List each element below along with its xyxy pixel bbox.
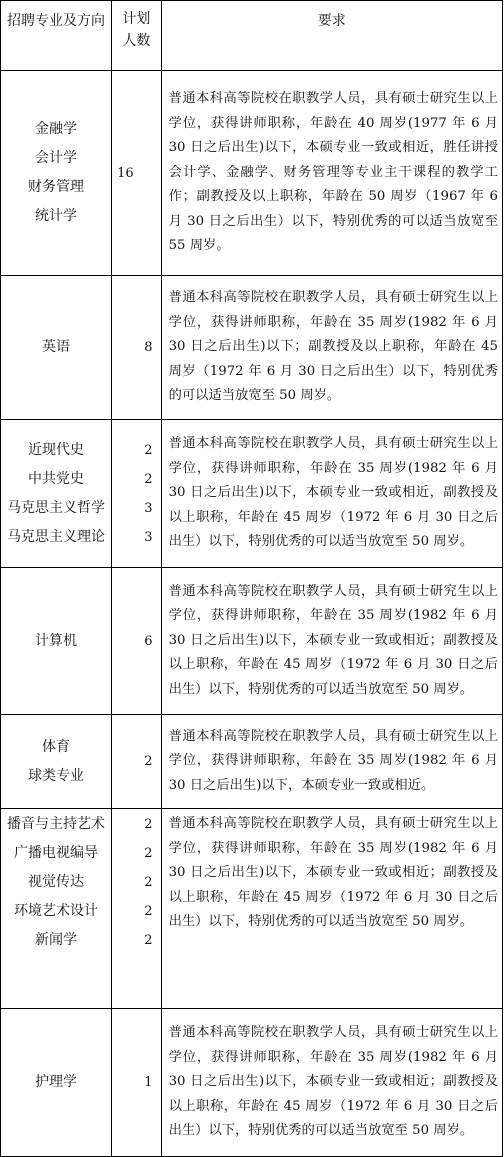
major-name: 计算机: [35, 632, 78, 649]
planned-count: 3: [144, 500, 153, 516]
table-row: [1, 715, 503, 809]
planned-count: 6: [144, 633, 153, 649]
table-row: [1, 568, 503, 715]
major-name: 近现代史: [28, 441, 85, 458]
major-name: 统计学: [35, 208, 78, 224]
planned-count: 2: [144, 933, 153, 948]
planned-count: 2: [144, 817, 153, 832]
count-cell: [112, 568, 161, 715]
planned-count: 2: [144, 875, 153, 890]
major-name: 马克思主义理论: [7, 528, 106, 545]
table-header-row: [1, 1, 503, 71]
header-count-line2: 人数: [122, 33, 151, 49]
planned-count: 2: [144, 754, 153, 769]
header-requirement: 要求: [161, 1, 502, 71]
major-name: 金融学: [35, 121, 78, 137]
major-cell: [1, 715, 112, 809]
major-cell: [1, 420, 112, 568]
count-cell: [112, 276, 161, 420]
requirement-cell: 普通本科高等院校在职教学人员，具有硕士研究生以上学位，获得讲师职称，年龄在 35 周岁(1982 年 6 月 30 日之后出生)以下；副教授及以上职称，年龄在 45 周岁（1972 年 6 月 30 日之后出生）以下，特别优秀的可以适当放宽至 50 周岁。: [161, 276, 502, 420]
major-name: 中共党史: [28, 470, 85, 487]
planned-count: 3: [144, 529, 153, 545]
count-cell: [112, 420, 161, 568]
requirement-cell: 普通本科高等院校在职教学人员，具有硕士研究生以上学位，获得讲师职称，年龄在 35 周岁(1982 年 6 月 30 日之后出生)以下，本硕专业一致或相近；副教授及以上职称，年龄在 45 周岁（1972 年 6 月 30 日之后出生）以下，特别优秀的可以适当放宽至 50 周岁。: [161, 568, 502, 715]
major-name: 护理学: [35, 1074, 78, 1090]
major-name: 会计学: [35, 150, 78, 166]
header-count-line1: 计划: [122, 11, 151, 27]
count-cell: [112, 71, 161, 276]
major-name: 英语: [42, 339, 71, 355]
requirement-cell: 普通本科高等院校在职教学人员，具有硕士研究生以上学位，获得讲师职称，年龄在 35 周岁(1982 年 6 月 30 日之后出生)以下，本硕专业一致或相近；副教授及以上职称，年龄在 45 周岁（1972 年 6 月 30 日之后出生）以下，特别优秀的可以适当放宽至 50 周岁。: [161, 809, 502, 1009]
planned-count: 2: [144, 471, 153, 487]
table-row: [1, 420, 503, 568]
major-cell: [1, 276, 112, 420]
major-name: 环境艺术设计: [14, 903, 99, 919]
requirement-cell: 普通本科高等院校在职教学人员，具有硕士研究生以上学位，获得讲师职称，年龄在 35 周岁(1982 年 6 月 30 日之后出生)以下，本硕专业一致或相近；副教授及以上职称，年龄在 45 周岁（1972 年 6 月 30 日之后出生）以下，特别优秀的可以适当放宽至 50 周岁。: [161, 1009, 502, 1157]
planned-count: 8: [144, 340, 153, 355]
table-row: [1, 1009, 503, 1157]
header-major: 招聘专业及方向: [1, 1, 112, 71]
planned-count: 2: [144, 846, 153, 861]
count-cell: [112, 809, 161, 1009]
major-cell: [1, 1009, 112, 1157]
header-count: [112, 1, 161, 71]
major-name: 体育: [42, 738, 71, 755]
table-row: [1, 809, 503, 1009]
count-cell: [112, 715, 161, 809]
planned-count: 2: [144, 904, 153, 919]
major-cell: [1, 809, 112, 1009]
major-name: 球类专业: [28, 767, 85, 784]
table-row: [1, 276, 503, 420]
planned-count: 1: [144, 1075, 153, 1090]
planned-count: 16: [117, 165, 134, 181]
major-name: 广播电视编导: [14, 845, 99, 861]
major-name: 视觉传达: [28, 874, 85, 890]
major-name: 新闻学: [35, 932, 78, 948]
major-cell: [1, 568, 112, 715]
requirement-cell: 普通本科高等院校在职教学人员，具有硕士研究生以上学位，获得讲师职称，年龄在 40 周岁(1977 年 6 月 30 日之后出生)以下，本硕专业一致或相近，胜任讲授会计学、金融学、财务管理等专业主干课程的教学工作；副教授及以上职称，年龄在 50 周岁（1967 年 6 月 30 日之后出生）以下，特别优秀的可以适当放宽至 55 周岁。: [161, 71, 502, 276]
major-cell: [1, 71, 112, 276]
count-cell: [112, 1009, 161, 1157]
requirement-cell: 普通本科高等院校在职教学人员，具有硕士研究生以上学位，获得讲师职称，年龄在 35 周岁(1982 年 6 月 30 日之后出生)以下，本硕专业一致或相近。: [161, 715, 502, 809]
major-name: 财务管理: [28, 179, 85, 195]
major-name: 马克思主义哲学: [7, 499, 106, 516]
requirement-cell: 普通本科高等院校在职教学人员，具有硕士研究生以上学位，获得讲师职称，年龄在 35 周岁(1982 年 6 月 30 日之后出生)以下，本硕专业一致或相近，副教授及以上职称，年龄在 45 周岁（1972 年 6 月 30 日之后出生）以下，特别优秀的可以适当放宽至 50 周岁。: [161, 420, 502, 568]
planned-count: 2: [144, 442, 153, 458]
major-name: 播音与主持艺术: [7, 816, 106, 832]
table-row: [1, 71, 503, 276]
